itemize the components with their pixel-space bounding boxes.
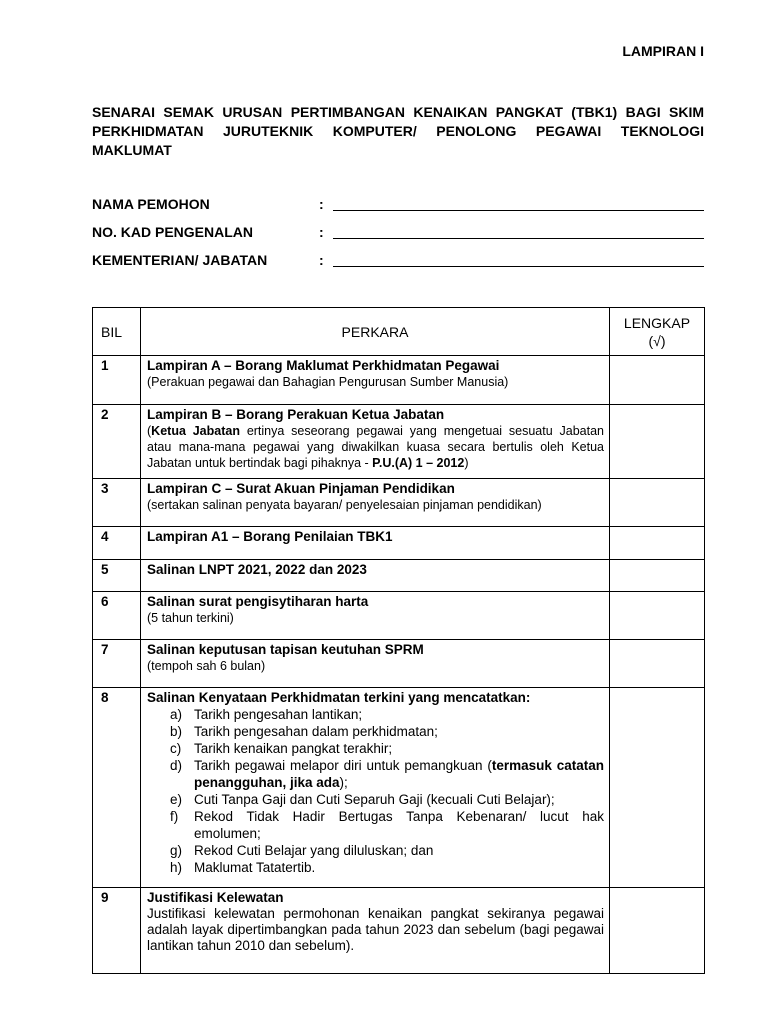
field-colon: : (319, 252, 324, 268)
field-no-kad-pengenalan (92, 224, 704, 252)
list-text-bold: termasuk catatan penangguhan, jika ada (194, 758, 604, 790)
list-item (147, 859, 604, 876)
completion-checkbox-cell[interactable] (610, 479, 705, 527)
header-bil: BIL (93, 308, 141, 356)
list-text: Tarikh pengesahan dalam perkhidmatan; (194, 724, 438, 739)
completion-checkbox-cell[interactable] (610, 560, 705, 592)
item-title: Lampiran A – Borang Maklumat Perkhidmatan Pegawai (147, 358, 500, 373)
list-letter: a) (170, 707, 183, 722)
list-text: Tarikh kenaikan pangkat terakhir; (194, 741, 393, 756)
list-text-after: ); (339, 775, 348, 790)
table-row (93, 592, 705, 640)
item-title: Salinan Kenyataan Perkhidmatan terkini yang mencatatkan: (147, 690, 531, 705)
row-perkara (141, 356, 610, 405)
list-item (147, 791, 604, 808)
paren-open: ( (147, 424, 152, 438)
item-body: Justifikasi kelewatan permohonan kenaikan pangkat sekiranya pegawai adalah layak dipertimbangkan pada tahun 2023 dan sebelum (bagi pegawai lantikan tahun 2010 dan sebelum). (147, 906, 604, 953)
row-number: 7 (93, 640, 141, 688)
field-kementerian-jabatan (92, 252, 704, 280)
item-title: Lampiran A1 – Borang Penilaian TBK1 (147, 529, 393, 544)
list-letter: h) (170, 860, 183, 875)
row-number: 9 (93, 888, 141, 974)
list-text: Tarikh pengesahan lantikan; (194, 707, 363, 722)
list-item (147, 723, 604, 740)
defined-term: Ketua Jabatan (151, 424, 240, 438)
list-letter: b) (170, 724, 183, 739)
header-lengkap (610, 308, 705, 356)
list-item (147, 757, 604, 791)
row-perkara (141, 405, 610, 479)
list-item (147, 706, 604, 723)
row-number: 5 (93, 560, 141, 592)
completion-checkbox-cell[interactable] (610, 356, 705, 405)
table-row (93, 405, 705, 479)
field-nama-pemohon (92, 196, 704, 224)
table-row (93, 688, 705, 888)
item-description: (sertakan salinan penyata bayaran/ penyelesaian pinjaman pendidikan) (147, 498, 542, 512)
header-perkara: PERKARA (141, 308, 610, 356)
field-label: KEMENTERIAN/ JABATAN (92, 252, 268, 268)
paren-close: ) (464, 456, 469, 470)
item-description (147, 423, 604, 471)
row-perkara (141, 640, 610, 688)
row-perkara (141, 888, 610, 974)
item-title: Lampiran B – Borang Perakuan Ketua Jabatan (147, 407, 445, 422)
row-number: 6 (93, 592, 141, 640)
completion-checkbox-cell[interactable] (610, 527, 705, 560)
table-row (93, 888, 705, 974)
appendix-label: LAMPIRAN I (622, 43, 704, 59)
checklist-table (92, 307, 705, 974)
item-title: Salinan LNPT 2021, 2022 dan 2023 (147, 562, 367, 577)
row-number: 8 (93, 688, 141, 888)
table-row (93, 479, 705, 527)
list-text: Tarikh pegawai melapor diri untuk pemangkuan ( (194, 758, 492, 773)
applicant-fields (92, 196, 704, 280)
item-title: Salinan keputusan tapisan keutuhan SPRM (147, 642, 424, 657)
field-colon: : (319, 224, 324, 240)
row-perkara (141, 560, 610, 592)
row-number: 3 (93, 479, 141, 527)
list-item (147, 740, 604, 757)
document-title: SENARAI SEMAK URUSAN PERTIMBANGAN KENAIKAN PANGKAT (TBK1) BAGI SKIM PERKHIDMATAN JURUTEKNIK KOMPUTER/ PENOLONG PEGAWAI TEKNOLOGI MAKLUMAT (92, 104, 704, 158)
item-title: Salinan surat pengisytiharan harta (147, 594, 369, 609)
legal-reference: P.U.(A) 1 – 2012 (372, 456, 465, 470)
list-letter: e) (170, 792, 183, 807)
field-colon: : (319, 196, 324, 212)
completion-checkbox-cell[interactable] (610, 640, 705, 688)
row-perkara (141, 688, 610, 888)
item-description: (5 tahun terkini) (147, 611, 234, 625)
list-text: Rekod Tidak Hadir Bertugas Tanpa Kebenaran/ lucut hak emolumen; (194, 809, 604, 841)
row-perkara (141, 479, 610, 527)
table-row (93, 527, 705, 560)
ic-number-blank-line[interactable] (333, 238, 704, 239)
completion-checkbox-cell[interactable] (610, 592, 705, 640)
definition-text: ertinya seseorang pegawai yang mengetuai sesuatu Jabatan atau mana-mana pegawai yang diwakilkan kuasa secara bertulis oleh Ketua Jabatan untuk bertindak bagi pihaknya - (147, 424, 604, 470)
row-perkara (141, 592, 610, 640)
completion-checkbox-cell[interactable] (610, 405, 705, 479)
row-perkara (141, 527, 610, 560)
list-item (147, 842, 604, 859)
header-lengkap-tick: (√) (648, 333, 666, 349)
field-label: NAMA PEMOHON (92, 196, 210, 212)
table-row (93, 640, 705, 688)
completion-checkbox-cell[interactable] (610, 888, 705, 974)
row-number: 1 (93, 356, 141, 405)
list-text: Cuti Tanpa Gaji dan Cuti Separuh Gaji (kecuali Cuti Belajar); (194, 792, 555, 807)
item-description: (Perakuan pegawai dan Bahagian Pengurusan Sumber Manusia) (147, 375, 509, 389)
table-row (93, 356, 705, 405)
header-lengkap-label: LENGKAP (623, 315, 691, 331)
item-title: Justifikasi Kelewatan (147, 890, 284, 905)
list-text: Rekod Cuti Belajar yang diluluskan; dan (194, 843, 434, 858)
table-header-row (93, 308, 705, 356)
item-title: Lampiran C – Surat Akuan Pinjaman Pendidikan (147, 481, 455, 496)
row-number: 2 (93, 405, 141, 479)
field-label: NO. KAD PENGENALAN (92, 224, 254, 240)
service-record-list (147, 706, 604, 876)
name-blank-line[interactable] (333, 210, 704, 211)
completion-checkbox-cell[interactable] (610, 688, 705, 888)
list-item (147, 808, 604, 842)
list-letter: f) (170, 809, 179, 824)
ministry-blank-line[interactable] (333, 266, 704, 267)
item-description: (tempoh sah 6 bulan) (147, 659, 266, 673)
list-letter: g) (170, 843, 183, 858)
list-letter: d) (170, 758, 183, 773)
list-letter: c) (170, 741, 182, 756)
row-number: 4 (93, 527, 141, 560)
list-text: Maklumat Tatatertib. (194, 860, 316, 875)
table-row (93, 560, 705, 592)
